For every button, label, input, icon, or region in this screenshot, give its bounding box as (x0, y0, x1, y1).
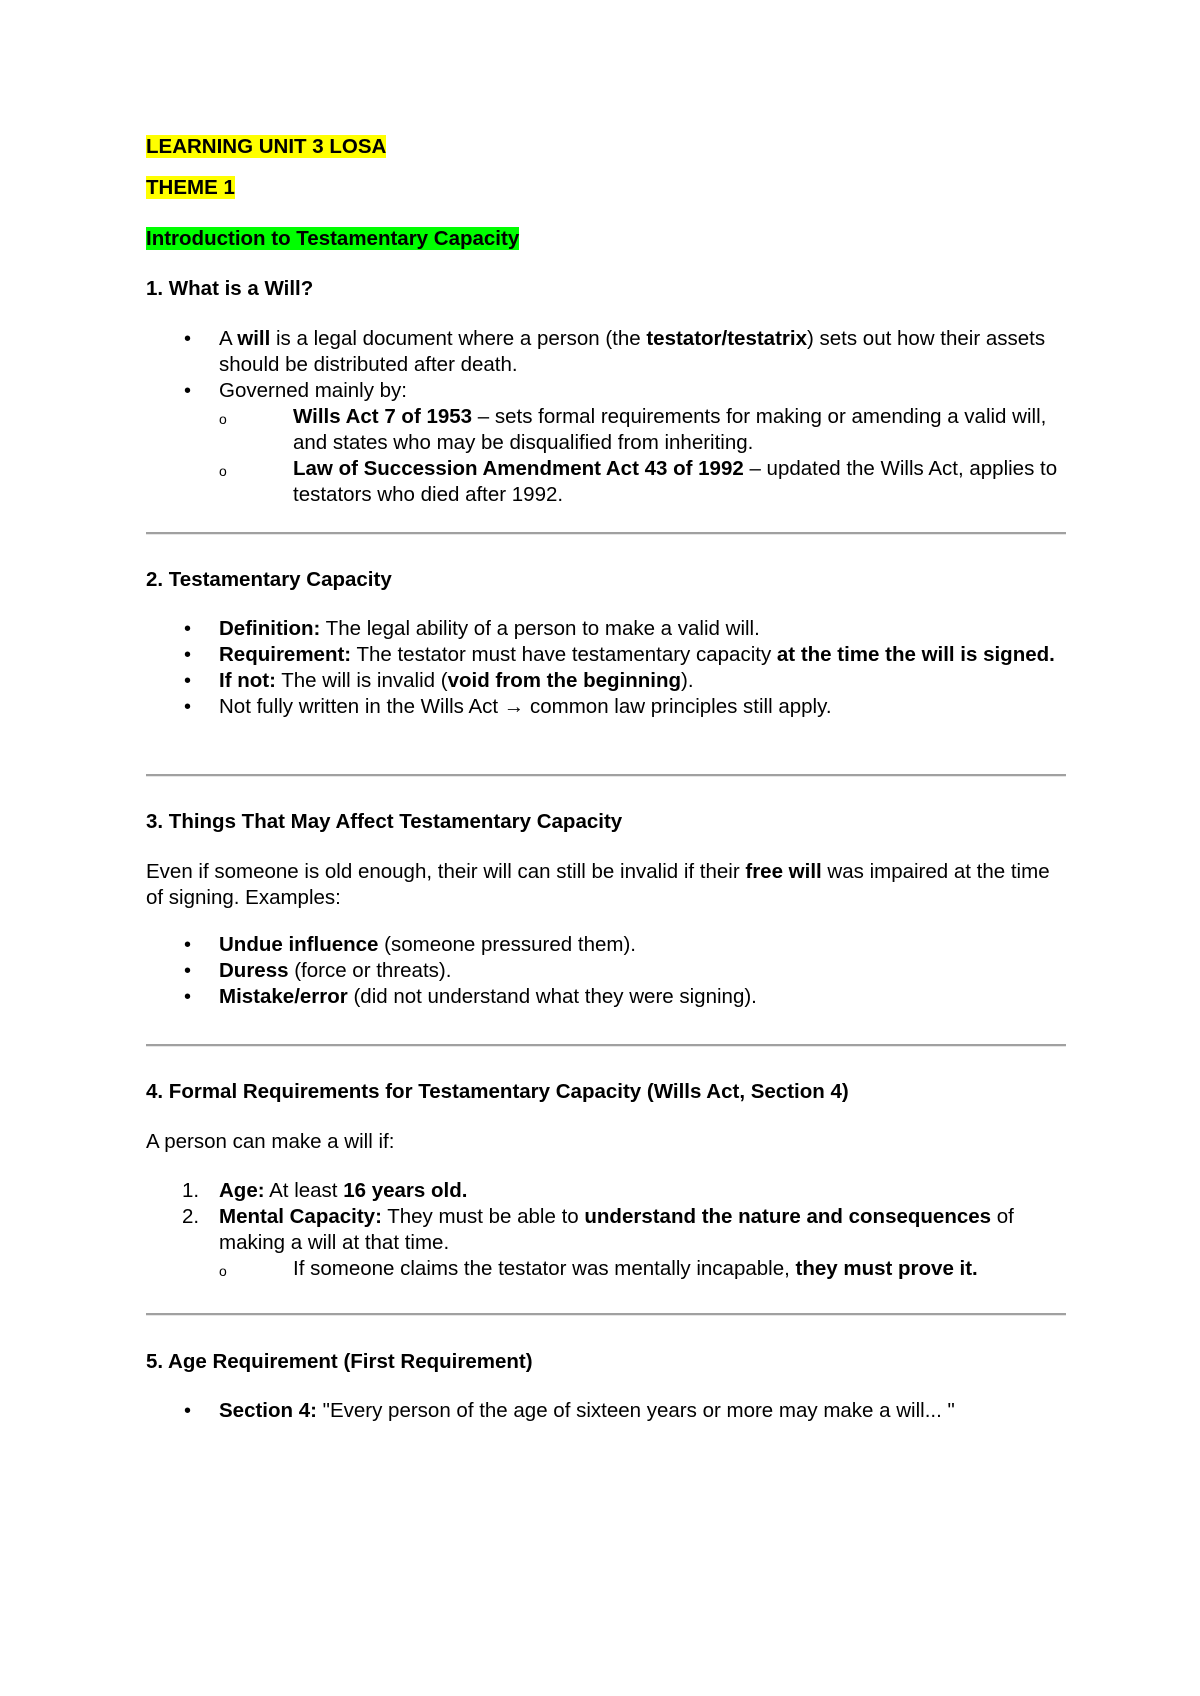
section-divider (146, 1313, 1066, 1316)
list-item: • Duress (force or threats). (184, 959, 452, 982)
section-1-list (146, 326, 1066, 508)
list-item: • Undue influence (someone pressured them). (184, 933, 636, 956)
section-divider (146, 1044, 1066, 1047)
list-item: • Section 4: "Every person of the age of sixteen years or more may make a will... " (184, 1399, 955, 1422)
section-3-heading: 3. Things That May Affect Testamentary Capacity (146, 810, 623, 833)
section-4-list (146, 1178, 1066, 1282)
section-4-paragraph: A person can make a will if: (146, 1130, 395, 1153)
section-5-heading: 5. Age Requirement (First Requirement) (146, 1350, 533, 1373)
document-title: LEARNING UNIT 3 LOSA (146, 135, 387, 158)
bullet-icon: • (184, 670, 192, 692)
list-item: • A will is a legal document where a person (the testator/testatrix) sets out how their assets should be distributed after death. (184, 327, 1046, 376)
section-5-list (146, 1398, 1066, 1424)
list-item: • Requirement: The testator must have testamentary capacity at the time the will is signed. (184, 643, 1055, 666)
sub-list (146, 1256, 1066, 1282)
list-item: 2. Mental Capacity: They must be able to understand the nature and consequences of making a will at that time. o If someone claims the testator was mentally incapable, they must prove it. (146, 1204, 1066, 1282)
bullet-icon: • (184, 934, 192, 956)
intro-heading: Introduction to Testamentary Capacity (146, 227, 520, 250)
sub-list-item: o If someone claims the testator was mentally incapable, they must prove it. (219, 1256, 1066, 1282)
sub-bullet-icon: o (219, 463, 227, 479)
bullet-icon: • (184, 1400, 192, 1422)
bullet-icon: • (184, 960, 192, 982)
section-divider (146, 532, 1066, 535)
list-item: • Mistake/error (did not understand what they were signing). (184, 985, 757, 1008)
sub-bullet-icon: o (219, 411, 227, 427)
list-item: • Governed mainly by: o Wills Act 7 of 1953 – sets formal requirements for making or amending a valid will, and states who may be disqualified from inheriting. o Law of Succession Amendment Act 43 of 1992 – updated the Wills Act, applies to testators who died after 1992. (146, 378, 1066, 508)
section-2-heading: 2. Testamentary Capacity (146, 568, 392, 591)
bullet-icon: • (184, 644, 192, 666)
bullet-icon: • (184, 696, 192, 718)
sub-list (146, 404, 1066, 508)
sub-list-item: o Wills Act 7 of 1953 – sets formal requirements for making or amending a valid will, and states who may be disqualified from inheriting. (219, 405, 1047, 454)
section-4-heading: 4. Formal Requirements for Testamentary Capacity (Wills Act, Section 4) (146, 1080, 849, 1103)
section-divider (146, 774, 1066, 777)
bullet-icon: • (184, 986, 192, 1008)
list-item: • Not fully written in the Wills Act → common law principles still apply. (184, 695, 832, 718)
sub-bullet-icon: o (219, 1263, 227, 1279)
bullet-icon: • (184, 618, 192, 640)
bullet-icon: • (184, 328, 192, 350)
list-item: • Definition: The legal ability of a person to make a valid will. (184, 617, 760, 640)
bullet-icon: • (184, 380, 192, 402)
section-3-list (146, 932, 1066, 1010)
list-item: • If not: The will is invalid (void from the beginning). (184, 669, 694, 692)
sub-list-item: o Law of Succession Amendment Act 43 of 1992 – updated the Wills Act, applies to testators who died after 1992. (219, 457, 1058, 506)
section-1-heading: 1. What is a Will? (146, 277, 314, 300)
section-3-paragraph: Even if someone is old enough, their will can still be invalid if their free will was impaired at the time of signing. Examples: (146, 860, 1050, 909)
section-2-list (146, 616, 1066, 720)
theme-label: THEME 1 (146, 176, 235, 199)
list-item: 1. Age: At least 16 years old. (182, 1179, 468, 1202)
